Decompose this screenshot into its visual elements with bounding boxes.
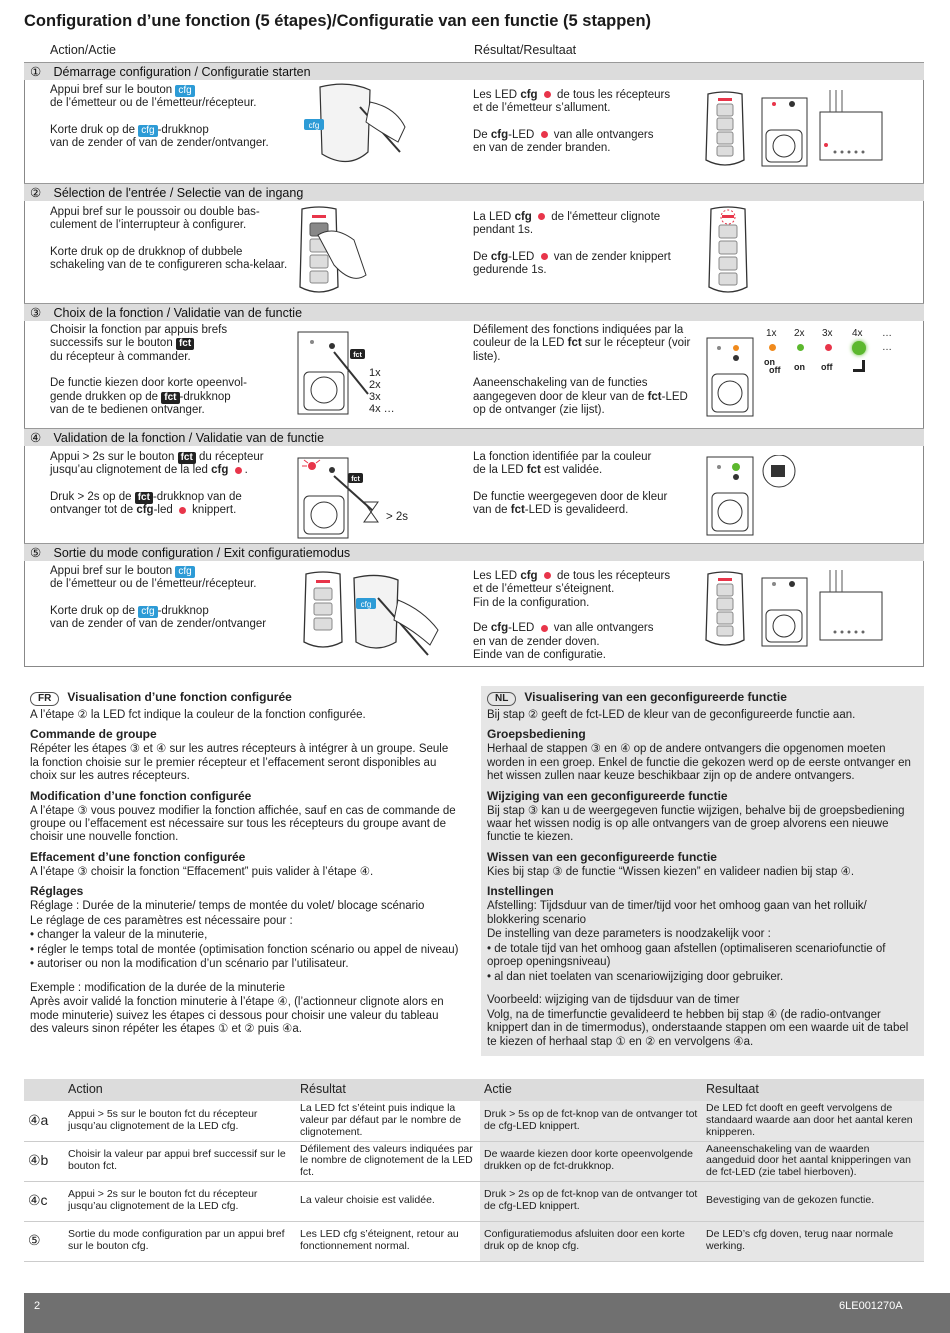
text: de l’émetteur ou de l’émetteur/récepteur. <box>50 578 257 591</box>
nl-paragraph: Volg, na de timerfunctie gevalideerd te hebben bij stap ④ (de radio-ontvanger knippert dan in de timermodus), onderstaande stappen om een waarde uit de tabel te kiezen of herhaal stap ① en ② en vervolgens ④a. <box>487 1008 909 1048</box>
column-header-action: Action/Actie <box>50 43 117 57</box>
text: De <box>473 250 488 263</box>
press-count: 1x <box>369 367 381 379</box>
table-header-actie: Actie <box>480 1079 702 1101</box>
fct-button-icon: fct <box>178 452 196 464</box>
fr-paragraph: A l’étape ③ choisir la fonction “Effacement” puis valider à l’étape ④. <box>30 865 374 878</box>
text: -LED <box>508 128 535 141</box>
text: Les LED <box>473 89 518 101</box>
column-header-result: Résultat/Resultaat <box>474 43 577 57</box>
led-red-icon <box>538 213 545 220</box>
fr-section-title: Visualisation d’une fonction configurée <box>67 690 292 704</box>
nl-paragraph: Kies bij stap ③ de functie “Wissen kiezen” en valideer nadien bij stap ④. <box>487 865 855 878</box>
step-5-title: Sortie du mode configuration / Exit configuratiemodus <box>53 546 351 560</box>
text: van de te bedienen ontvanger. <box>50 404 205 417</box>
text: Fin de la configuration. <box>473 596 590 609</box>
text: Aaneenschakeling van de functies aangegeven door de kleur van de <box>473 377 648 403</box>
fr-bullet: • régler le temps total de montée (optimisation fonction scénario ou appel de niveau) <box>30 943 459 956</box>
step-2-title: Sélection de l'entrée / Selectie van de ingang <box>53 186 304 200</box>
table-row <box>24 1221 924 1261</box>
cfg-button-icon: cfg <box>175 566 194 578</box>
table-cell-step: ④c <box>24 1181 64 1221</box>
step-2-result <box>473 211 703 291</box>
fr-bullet: • autoriser ou non la modification d’un scénario par l’utilisateur. <box>30 958 349 971</box>
text: La LED <box>473 211 512 223</box>
step-3-result <box>473 324 703 431</box>
text: -led <box>153 504 173 517</box>
function-count: 2x <box>794 328 805 339</box>
table-cell-resultaat: De LED fct dooft en geeft vervolgens de standaard waarde aan door het aantal keren knipperen. <box>702 1101 924 1141</box>
step-2-number: ② <box>30 186 42 200</box>
led-red-icon <box>179 507 186 514</box>
receiver-long-press-illustration <box>296 452 396 542</box>
text: sur le récepteur (voir liste). <box>473 337 691 363</box>
fr-section <box>30 690 460 1038</box>
cfg-label: cfg <box>514 211 532 223</box>
text: Appui bref sur le bouton <box>50 84 173 96</box>
led-red-icon <box>541 625 548 632</box>
shutter-icon <box>853 360 865 372</box>
text: La fonction identifiée par la couleur <box>473 451 652 463</box>
fr-paragraph: Le réglage de ces paramètres est nécessaire pour : <box>30 914 293 927</box>
fr-heading: Réglages <box>30 884 84 899</box>
table-cell-result: Les LED cfg s’éteignent, retour au fonctionnement normal. <box>296 1221 480 1261</box>
text: -drukknop <box>157 604 209 617</box>
table-header-resultaat: Resultaat <box>702 1079 924 1101</box>
text: -LED <box>508 250 535 263</box>
table-header-step <box>24 1079 64 1101</box>
function-label: on <box>794 362 805 372</box>
text: Choisir la fonction par appuis brefs successifs sur le bouton <box>50 324 228 350</box>
fr-heading: Effacement d’une fonction configurée <box>30 849 246 864</box>
nl-heading: Wijziging van een geconfigureerde functie <box>487 788 728 803</box>
table-cell-actie: Druk > 5s op de fct-knop van de ontvanger tot de cfg-LED knippert. <box>480 1101 702 1141</box>
fct-label: fct <box>567 337 582 350</box>
function-label: off <box>821 362 833 372</box>
fr-paragraph: Exemple : modification de la durée de la minuterie <box>30 981 286 994</box>
nl-heading: Groepsbediening <box>487 727 586 742</box>
remote-press-cfg-illustration <box>300 82 410 172</box>
press-duration-label: > 2s <box>386 511 409 523</box>
text: De <box>473 622 488 635</box>
cfg-button-icon: cfg <box>138 606 157 618</box>
text: -drukknop <box>157 123 209 136</box>
cfg-label: cfg <box>520 570 538 582</box>
text: Korte druk op de <box>50 604 136 617</box>
table-cell-result: La valeur choisie est validée. <box>296 1181 480 1221</box>
nl-paragraph: Herhaal de stappen ③ en ④ op de andere ontvangers die opgenomen moeten worden in een groep. Enkel de functie die gekozen werd op de eerste ontvanger en het wissen zullen naar keuze beschikbaar zijn op de andere ontvangers. <box>487 743 911 783</box>
fr-paragraph: A l’étape ③ vous pouvez modifier la fonction affichée, sauf en cas de commande de groupe ou l’effacement est nécessaire sur tous les récepteurs du groupe avant de choisir une nouvelle fonction. <box>30 804 456 844</box>
table-cell-actie: Druk > 2s op de fct-knop van de ontvanger tot de cfg-LED knippert. <box>480 1181 702 1221</box>
text: en van de zender branden. <box>473 142 611 155</box>
text: ontvanger tot de <box>50 504 134 517</box>
fr-badge: FR <box>30 692 59 706</box>
led-red-icon <box>544 572 551 579</box>
function-color-list <box>760 328 900 378</box>
function-count: 1x <box>766 328 777 339</box>
nl-heading: Wissen van een geconfigureerde functie <box>487 849 717 864</box>
text: est validée. <box>543 464 603 477</box>
text: et de l’émetteur s’éteignent. <box>473 583 615 596</box>
table-cell-actie: Configuratiemodus afsluiten door een korte druk op de knop cfg. <box>480 1221 702 1261</box>
step-3-action <box>50 324 265 431</box>
table-header-result: Résultat <box>296 1079 480 1101</box>
table-row <box>24 1101 924 1141</box>
text: Appui bref sur le bouton <box>50 565 173 577</box>
step-3-title: Choix de la fonction / Validatie van de functie <box>53 306 303 320</box>
nl-badge: NL <box>487 692 516 706</box>
fr-paragraph: A l’étape ② la LED fct indique la couleur de la fonction configurée. <box>30 708 366 721</box>
function-label-on-off <box>764 358 781 374</box>
text: -LED <box>508 622 535 635</box>
step-4-header <box>24 428 924 446</box>
text: -LED is gevalideerd. <box>524 504 629 517</box>
text: de l'émetteur clignote <box>551 211 661 223</box>
remote-and-receivers-off-illustration <box>700 570 890 650</box>
text: du récepteur à commander. <box>50 350 191 363</box>
page-number: 2 <box>34 1300 41 1312</box>
step-5-action <box>50 565 300 645</box>
led-red-icon <box>541 131 548 138</box>
text: Korte druk op de <box>50 123 136 136</box>
text: gedurende 1s. <box>473 264 547 277</box>
receiver-fct-led-illustration <box>705 336 755 420</box>
function-count: … <box>882 328 892 339</box>
text: de tous les récepteurs <box>556 570 671 582</box>
function-count: 4x <box>852 328 863 339</box>
fct-button-icon: fct <box>176 338 194 350</box>
document-reference: 6LE001270A <box>839 1300 903 1312</box>
table-cell-result: Défilement des valeurs indiquées par le nombre de clignotement de la LED fct. <box>296 1141 480 1181</box>
text: van de zender of van de zender/ontvanger. <box>50 137 269 150</box>
nl-heading: Instellingen <box>487 884 554 899</box>
text: De functie kiezen door korte opeenvol-gende drukken op de <box>50 377 247 403</box>
text: van de zender knippert <box>553 250 671 263</box>
table-cell-actie: De waarde kiezen door korte opeenvolgende drukken op de fct-drukknop. <box>480 1141 702 1181</box>
table-cell-action: Sortie du mode configuration par un appui bref sur le bouton cfg. <box>64 1221 296 1261</box>
fct-tag: fct <box>351 476 360 483</box>
step-1-result <box>473 89 703 169</box>
fct-button-icon: fct <box>161 392 179 404</box>
function-label: on <box>764 357 775 367</box>
table-row <box>24 1181 924 1221</box>
press-count: 3x <box>369 391 381 404</box>
table-cell-action: Appui > 5s sur le bouton fct du récepteur jusqu’au clignotement de la LED cfg. <box>64 1101 296 1141</box>
text: de la LED <box>473 464 524 477</box>
led-red-icon <box>235 467 242 474</box>
fct-label: fct <box>526 464 541 477</box>
step-4-result <box>473 451 703 531</box>
table-cell-action: Appui > 2s sur le bouton fct du récepteur jusqu’au clignotement de la LED cfg. <box>64 1181 296 1221</box>
step-2-header <box>24 183 924 201</box>
step-1-title: Démarrage configuration / Configuratie starten <box>53 65 311 79</box>
text: knippert. <box>192 504 237 517</box>
two-remotes-press-cfg-illustration <box>298 570 448 662</box>
text: van alle ontvangers <box>553 128 654 141</box>
cfg-label: cfg <box>490 250 509 263</box>
nl-paragraph: Afstelling: Tijdsduur van de timer/tijd voor het omhoog gaan van het rolluik/ blokkering scenario <box>487 900 867 926</box>
step-1-action <box>50 84 300 164</box>
led-red-icon <box>544 91 551 98</box>
table-cell-result: La LED fct s’éteint puis indique la valeur par défaut par le nombre de clignotement. <box>296 1101 480 1141</box>
page-footer <box>24 1293 950 1333</box>
cfg-label: cfg <box>136 504 154 517</box>
press-count: 4x … <box>369 403 395 416</box>
hourglass-icon <box>364 502 378 522</box>
text: -drukknop van de <box>152 490 242 503</box>
text: en van de zender doven. <box>473 635 600 648</box>
table-cell-resultaat: De LED’s cfg doven, terug naar normale werking. <box>702 1221 924 1261</box>
text: Appui > 2s sur le bouton <box>50 451 175 463</box>
text: pendant 1s. <box>473 224 534 237</box>
table-header-action: Action <box>64 1079 296 1101</box>
step-5-result <box>473 570 703 676</box>
step-4-action: Appui > 2s sur le bouton fct du récepteur jusqu’au clignotement de la led cfg . Druk > 2s op de fct -drukknop van de ontvanger tot de cfg-led knippert. <box>50 451 264 517</box>
table-header-row <box>24 1079 924 1101</box>
cfg-label: cfg <box>490 622 509 635</box>
nl-bullet: • de totale tijd van het omhoog gaan afstellen (optimaliseren scenariofunctie of oproep openingsniveau) <box>487 942 886 969</box>
text: et de l’émetteur s’allument. <box>473 102 611 115</box>
step-3-number: ③ <box>30 306 42 320</box>
fct-label: fct <box>647 390 662 403</box>
fr-bullet: • changer la valeur de la minuterie, <box>30 929 208 942</box>
fr-heading: Modification d’une fonction configurée <box>30 788 252 803</box>
step-2-action <box>50 206 290 286</box>
settings-table <box>24 1079 924 1262</box>
step-1-number: ① <box>30 65 42 79</box>
nl-paragraph: De instelling van deze parameters is noodzakelijk voor : <box>487 928 771 941</box>
text: Défilement des fonctions indiquées par la couleur de la LED <box>473 324 684 350</box>
page-title: Configuration d’une fonction (5 étapes)/Configuratie van een functie (5 stappen) <box>24 12 652 30</box>
table-cell-step: ④b <box>24 1141 64 1181</box>
text: van de <box>473 504 508 517</box>
cfg-button-icon: cfg <box>138 125 157 137</box>
text: De functie weergegeven door de kleur <box>473 490 668 503</box>
text: van de zender of van de zender/ontvanger <box>50 618 267 631</box>
remote-press-button-illustration <box>294 205 374 297</box>
step-2-action-nl: Korte druk op de drukknop of dubbele schakeling van de te configureren scha-kelaar. <box>50 245 288 272</box>
nl-paragraph: Bij stap ② geeft de fct-LED de kleur van de geconfigureerde functie aan. <box>487 708 856 721</box>
step-5-number: ⑤ <box>30 546 42 560</box>
step-3-header <box>24 303 924 321</box>
text: Les LED <box>473 570 518 582</box>
orange-led-icon <box>769 344 776 351</box>
step-4-title: Validation de la fonction / Validatie van de functie <box>53 431 325 445</box>
green-blinking-led-icon <box>852 341 866 355</box>
cfg-label: cfg <box>211 464 229 477</box>
table-row <box>24 1141 924 1181</box>
table-cell-step: ⑤ <box>24 1221 64 1261</box>
table-cell-resultaat: Aaneenschakeling van de waarden aangeduid door het aantal knipperingen van de fct-LED (zie tabel hierboven). <box>702 1141 924 1181</box>
nl-bullet: • al dan niet toelaten van scenariowijziging door gebruiker. <box>487 970 784 983</box>
red-led-icon <box>825 344 832 351</box>
text: de tous les récepteurs <box>556 89 671 101</box>
cfg-button-icon: cfg <box>175 85 194 97</box>
fct-tag: fct <box>353 352 362 359</box>
text: jusqu’au clignotement de la led <box>50 464 208 477</box>
function-label: off <box>769 365 781 376</box>
nl-section <box>487 690 919 1050</box>
nl-section-title: Visualisering van een geconfigureerde functie <box>524 690 787 704</box>
nl-paragraph: Voorbeeld: wijziging van de tijdsduur van de timer <box>487 994 740 1007</box>
press-count: 2x <box>369 379 381 392</box>
table-cell-action: Choisir la valeur par appui bref successif sur le bouton fct. <box>64 1141 296 1181</box>
fr-heading: Commande de groupe <box>30 727 157 742</box>
remote-and-receivers-illustration <box>700 90 890 170</box>
text: de l’émetteur ou de l’émetteur/récepteur. <box>50 97 257 110</box>
press-count-list <box>369 367 409 415</box>
fct-label: fct <box>510 504 525 517</box>
text: De <box>473 128 488 141</box>
function-count: 3x <box>822 328 833 339</box>
text: van alle ontvangers <box>553 622 654 635</box>
green-led-icon <box>797 344 804 351</box>
function-count: … <box>882 342 892 353</box>
text: -LED op de ontvanger (zie lijst). <box>473 390 688 417</box>
cfg-tag: cfg <box>360 600 372 609</box>
table-cell-resultaat: Bevestiging van de gekozen functie. <box>702 1181 924 1221</box>
table-cell-step: ④a <box>24 1101 64 1141</box>
step-2-action-fr: Appui bref sur le poussoir ou double bas-culement de l’interrupteur à configurer. <box>50 206 260 232</box>
led-red-icon <box>541 253 548 260</box>
nl-paragraph: Bij stap ③ kan u de weergegeven functie wijzigen, behalve bij de groepsbediening waar het wissen nodig is op alle ontvangers van de groep alvorens een nieuwe functie te kiezen. <box>487 804 905 844</box>
step-1-header <box>24 62 924 80</box>
cfg-tag: cfg <box>308 121 320 130</box>
text: du récepteur <box>199 451 264 463</box>
cfg-label: cfg <box>520 89 538 101</box>
remote-blinking-illustration <box>705 205 755 297</box>
fct-button-icon: fct <box>135 492 153 504</box>
step-5-header <box>24 543 924 561</box>
fr-paragraph: Réglage : Durée de la minuterie/ temps de montée du volet/ blocage scénario <box>30 900 425 913</box>
fr-paragraph: Après avoir validé la fonction minuterie à l’étape ④, (l’actionneur clignote alors en mode minuterie) suivez les étapes ci dessous pour choisir une valeur du tableau des valeurs sinon répéter les étapes ① et ② puis ④a. <box>30 996 444 1036</box>
cfg-label: cfg <box>490 128 509 141</box>
step-4-number: ④ <box>30 431 42 445</box>
text: Druk > 2s op de <box>50 490 132 503</box>
receiver-validated-illustration <box>705 455 800 539</box>
text: Einde van de configuratie. <box>473 649 606 662</box>
fr-paragraph: Répéter les étapes ③ et ④ sur les autres récepteurs à intégrer à un groupe. Seule la fonction choisie sur le premier récepteur et l’effacement seront disponibles au choix sur les autres récepteurs. <box>30 743 449 783</box>
text: -drukknop <box>179 390 231 403</box>
